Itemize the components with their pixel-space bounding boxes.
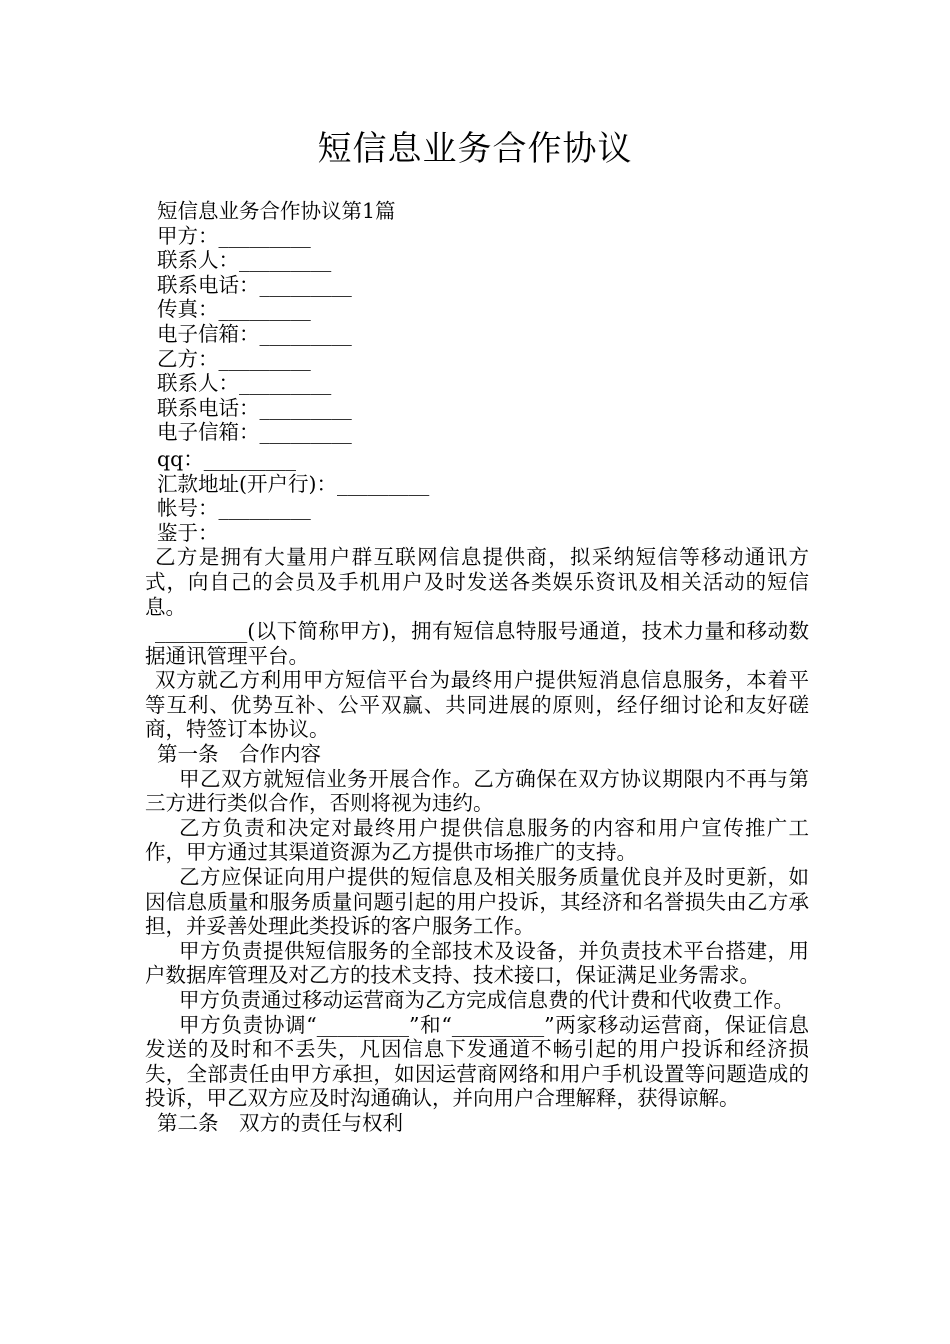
field-blank: _________ xyxy=(337,471,430,496)
party-b-fields xyxy=(145,347,809,521)
article-1-paragraph: 甲方负责协调“_________”和“_________”两家移动运营商，保证信息发送的及时和不丢失，凡因信息下发通道不畅引起的用户投诉和经济损失，全部责任由甲方承担，如因运营商网络和用户手机设置等问题造成的投诉，甲乙双方应及时沟通确认，并向用户合理解释，获得谅解。 xyxy=(145,1012,809,1111)
article-1-paragraph: 甲方负责通过移动运营商为乙方完成信息费的代计费和代收费工作。 xyxy=(179,988,794,1012)
whereas-paragraph: 乙方是拥有大量用户群互联网信息提供商，拟采纳短信等移动通讯方式，向自己的会员及手机用户及时发送各类娱乐资讯及相关活动的短信息。 xyxy=(145,545,809,619)
party-a-field xyxy=(145,224,809,249)
whereas-paragraph: _________(以下简称甲方)，拥有短信息特服号通道，技术力量和移动数据通讯管理平台。 xyxy=(145,619,809,668)
party-a-fax-field xyxy=(145,297,809,322)
party-a-fields xyxy=(145,224,809,347)
field-label: 传真： xyxy=(157,297,219,322)
field-label: 电子信箱： xyxy=(157,321,260,346)
party-b-field xyxy=(145,347,809,372)
party-b-contact-field xyxy=(145,371,809,396)
article-1-paragraph: 甲乙双方就短信业务开展合作。乙方确保在双方协议期限内不再与第三方进行类似合作，否则将视为违约。 xyxy=(145,766,809,816)
document-body xyxy=(145,199,809,1136)
field-blank: _________ xyxy=(259,420,352,445)
field-blank: _________ xyxy=(239,248,332,273)
field-blank: _________ xyxy=(218,346,311,371)
article-1-paragraph: 甲方负责提供短信服务的全部技术及设备，并负责技术平台搭建，用户数据库管理及对乙方的技术支持、技术接口，保证满足业务需求。 xyxy=(145,938,809,988)
field-blank: _________ xyxy=(259,321,352,346)
field-label: 联系人： xyxy=(157,248,239,273)
document-subtitle: 短信息业务合作协议第1篇 xyxy=(157,199,396,223)
party-b-qq-field xyxy=(145,445,809,472)
field-label: 联系电话： xyxy=(157,395,260,420)
field-blank: _________ xyxy=(218,223,311,248)
field-label: 帐号： xyxy=(157,496,219,521)
article-1-paragraph: 乙方负责和决定对最终用户提供信息服务的内容和用户宣传推广工作，甲方通过其渠道资源为乙方提供市场推广的支持。 xyxy=(145,815,809,865)
field-blank: _________ xyxy=(239,371,332,396)
field-blank: _________ xyxy=(218,496,311,521)
party-a-phone-field xyxy=(145,273,809,298)
field-blank: _________ xyxy=(203,446,296,471)
field-label: qq： xyxy=(157,446,204,471)
field-blank: _________ xyxy=(259,395,352,420)
article-1-heading: 第一条 合作内容 xyxy=(157,742,321,767)
party-b-email-field xyxy=(145,420,809,445)
field-blank: _________ xyxy=(218,297,311,322)
field-label: 乙方： xyxy=(157,346,219,371)
party-a-email-field xyxy=(145,322,809,347)
party-b-phone-field xyxy=(145,396,809,421)
field-label: 电子信箱： xyxy=(157,420,260,445)
whereas-label: 鉴于： xyxy=(157,520,219,545)
article-1-paragraph: 乙方应保证向用户提供的短信息及相关服务质量优良并及时更新，如因信息质量和服务质量问题引起的用户投诉，其经济和名誉损失由乙方承担，并妥善处理此类投诉的客户服务工作。 xyxy=(145,865,809,939)
whereas-paragraph: 双方就乙方利用甲方短信平台为最终用户提供短消息信息服务，本着平等互利、优势互补、公平双赢、共同进展的原则，经仔细讨论和友好磋商，特签订本协议。 xyxy=(145,668,809,742)
party-b-bank-address-field xyxy=(145,472,809,497)
article-2-heading: 第二条 双方的责任与权利 xyxy=(157,1110,403,1135)
page-title: 短信息业务合作协议 xyxy=(317,129,633,169)
field-label: 汇款地址(开户行)： xyxy=(157,471,337,496)
field-blank: _________ xyxy=(259,272,352,297)
field-label: 联系电话： xyxy=(157,272,260,297)
field-label: 甲方： xyxy=(157,223,219,248)
party-b-account-field xyxy=(145,496,809,521)
party-a-contact-field xyxy=(145,248,809,273)
field-label: 联系人： xyxy=(157,371,239,396)
